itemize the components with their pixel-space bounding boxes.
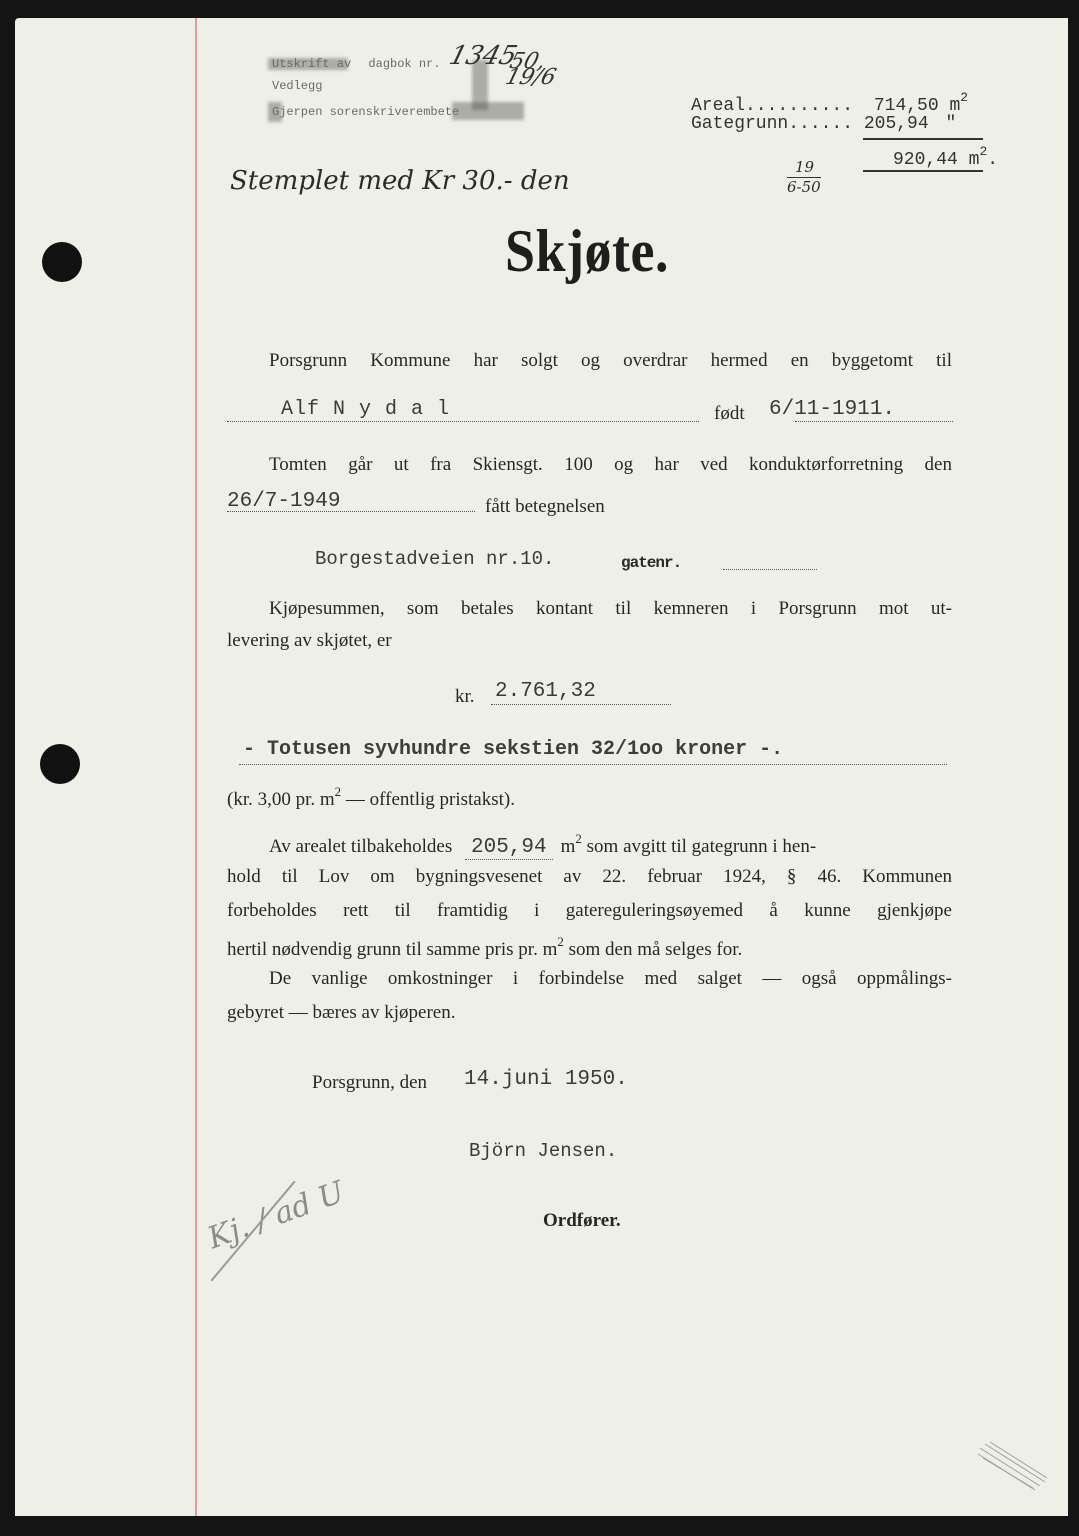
place-date-prefix: Porsgrunn, den <box>312 1072 428 1093</box>
margin-line <box>195 18 197 1516</box>
total-suffix: . <box>987 150 999 170</box>
price-note <box>227 784 515 811</box>
signatory-name: Björn Jensen. <box>469 1140 618 1162</box>
handwritten-stamp-note: Stemplet med Kr 30.- den <box>230 166 570 196</box>
total-unit: m <box>968 150 980 170</box>
buyer-name-dotted-line <box>227 421 699 422</box>
area-unit: m <box>949 96 961 116</box>
paragraph-withheld-area-line-1 <box>269 831 952 860</box>
repurchase-text: hertil nødvendig grunn til samme pris pr. m <box>227 939 558 960</box>
paragraph-withheld-area-line-2: hold til Lov om bygningsvesenet av 22. februar 1924, § 46. Kommunen <box>227 866 952 887</box>
signatory-title: Ordfører. <box>543 1210 621 1231</box>
survey-date: 26/7-1949 <box>227 490 341 513</box>
stamp-line-1: Utskrift av <box>272 57 352 71</box>
area-label: Areal.......... <box>691 96 854 116</box>
paragraph-property-origin: Tomten går ut fra Skiensgt. 100 og har ved konduktørforretning den <box>269 454 952 475</box>
area-row-gategrunn <box>691 114 956 134</box>
gategrunn-value: . 205,94 <box>842 114 929 134</box>
withheld-area-value: 205,94 <box>465 836 553 860</box>
buyer-name: Alf N y d a l <box>281 398 451 421</box>
paragraph-sale-intro: Porsgrunn Kommune har solgt og overdrar hermed en byggetomt til <box>269 350 952 371</box>
struck-out-street-number-label: gatenr. <box>621 554 682 572</box>
price-note-sup: 2 <box>334 784 342 799</box>
paragraph-costs-line-2: gebyret — bæres av kjøperen. <box>227 1002 456 1023</box>
stamp-line-1b: dagbok nr. <box>368 57 441 71</box>
withheld-area-text: som avgitt til gategrunn i hen- <box>581 836 817 857</box>
gategrunn-unit: " <box>945 114 957 134</box>
address-dotted-line <box>723 569 817 570</box>
punch-hole-bottom <box>40 744 80 784</box>
handwritten-note-date-bottom: 6-50 <box>787 178 821 196</box>
punch-hole-top <box>42 242 82 282</box>
paragraph-purchase-price-line-1: Kjøpesummen, som betales kontant til kemneren i Porsgrunn mot ut- <box>269 598 952 619</box>
designation-label: fått betegnelsen <box>485 496 605 517</box>
handwritten-note-date-top: 19 <box>795 158 815 176</box>
repurchase-unit-sup: 2 <box>557 934 564 949</box>
total-underline <box>863 170 983 172</box>
stamp-reference-number: 1345 <box>445 41 521 71</box>
stamp-line-2: Vedlegg <box>272 79 323 93</box>
pencil-scribble <box>975 1438 1055 1498</box>
paragraph-purchase-price-line-2: levering av skjøtet, er <box>227 630 392 651</box>
signing-date: 14.juni 1950. <box>464 1068 628 1091</box>
property-address: Borgestadveien nr.10. <box>315 548 555 570</box>
document-page <box>15 18 1068 1516</box>
area-row-total <box>893 144 998 170</box>
total-unit-sup: 2 <box>979 144 988 159</box>
document-title: Skjøte. <box>505 217 669 285</box>
subtotal-underline <box>863 138 983 140</box>
paragraph-withheld-area-line-3: forbeholdes rett til framtidig i gatereguleringsøyemed å kunne gjenkjøpe <box>227 900 952 921</box>
total-value: 920,44 <box>893 150 958 170</box>
withheld-area-unit: m <box>560 836 576 857</box>
pencil-annotation: Kj. / ad U <box>203 1174 350 1257</box>
withheld-area-intro: Av arealet tilbakeholdes <box>269 836 453 857</box>
price-note-suffix: — offentlig pristakst). <box>341 789 515 810</box>
purchase-price-in-words: - Totusen syvhundre sekstien 32/1oo kroner -. <box>243 738 784 761</box>
repurchase-text-end: som den må selges for. <box>563 939 743 960</box>
stamp-reference-suffix: 50, 19/6 <box>502 49 559 90</box>
paragraph-costs-line-1: De vanlige omkostninger i forbindelse med salget — også oppmålings- <box>269 968 952 989</box>
price-currency-label: kr. <box>455 686 475 707</box>
stamp-line-3: Gjerpen sorenskriverembete <box>272 105 460 119</box>
area-value: 714,50 <box>873 96 939 116</box>
birth-date-dotted-line <box>795 421 953 422</box>
price-note-prefix: (kr. 3,00 pr. m <box>227 789 335 810</box>
price-words-dotted-line <box>239 764 947 765</box>
purchase-price-amount: 2.761,32 <box>495 680 596 703</box>
born-label: født <box>714 403 745 424</box>
paragraph-withheld-area-line-4 <box>227 934 742 961</box>
buyer-birth-date: 6/11-1911. <box>769 398 896 421</box>
registry-stamp <box>272 41 559 128</box>
area-unit-sup: 2 <box>960 90 969 105</box>
gategrunn-label: Gategrunn..... <box>691 114 843 134</box>
area-row-areal <box>691 90 968 116</box>
withheld-area-unit-sup: 2 <box>575 831 582 846</box>
price-dotted-line <box>491 704 671 705</box>
